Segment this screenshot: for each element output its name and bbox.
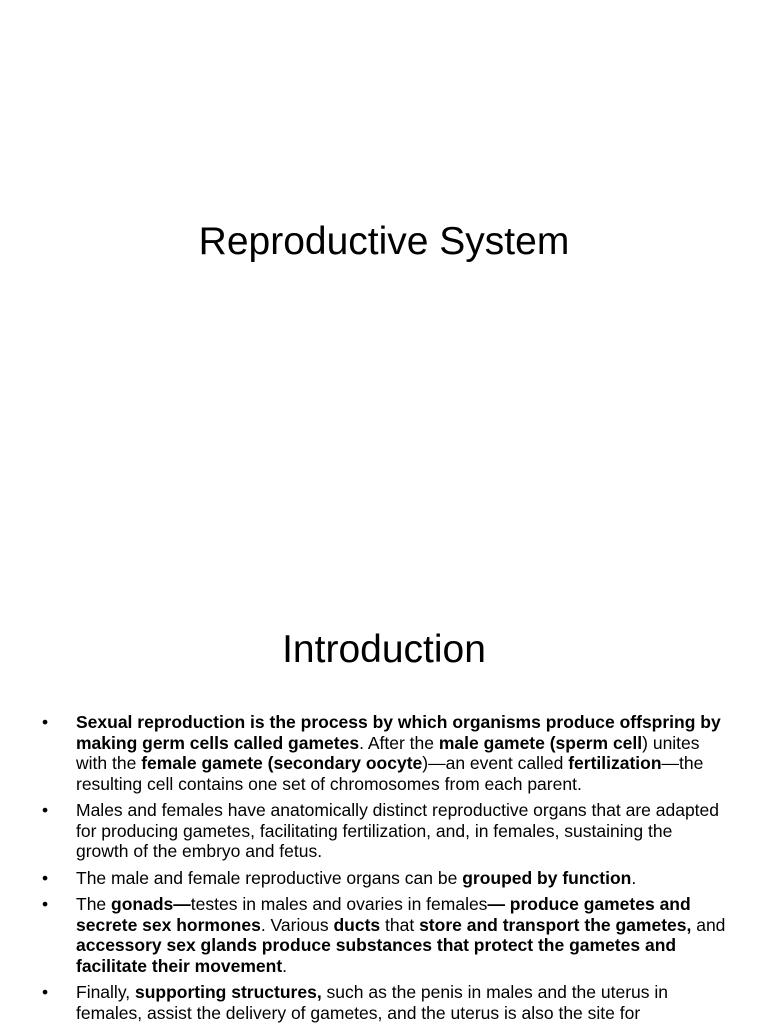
- slide-title: Introduction: [282, 628, 486, 671]
- body-text: Finally,: [76, 982, 135, 1002]
- body-text: and: [691, 914, 726, 935]
- bullet-marker: •: [42, 867, 49, 888]
- bold-text: grouped by function: [462, 867, 632, 888]
- bold-text: fertilization: [568, 753, 662, 773]
- bold-text: Sexual reproduction is the process by which organisms produce offspring by making germ cells called gametes: [76, 712, 721, 753]
- bullet-item: [42, 982, 726, 1023]
- body-text: . After the: [359, 732, 439, 753]
- body-text: )—an event called: [422, 753, 569, 773]
- body-text: that: [380, 914, 420, 935]
- bullet-item: [42, 712, 726, 794]
- bullet-item: [42, 894, 726, 976]
- body-text: .: [631, 867, 637, 888]
- body-text: Males and females have anatomically distinct reproductive organs that are adapted for producing gametes, facilitating fertilization, and, in females, sustaining the growth of the embryo and fetus.: [76, 800, 720, 861]
- bullet-marker: •: [42, 982, 49, 1002]
- bold-text: male gamete (sperm cell: [438, 732, 643, 753]
- body-text: such as the penis in males and the uterus in females, assist the delivery of gametes, and the uterus is also the site for: [76, 982, 669, 1023]
- bullet-item: [42, 868, 726, 889]
- bullet-marker: •: [42, 800, 49, 820]
- bullet-marker: •: [42, 894, 49, 914]
- bold-text: ducts: [333, 914, 381, 935]
- bullet-item: [42, 800, 726, 862]
- bold-text: store and transport the gametes,: [419, 914, 692, 935]
- body-text: . Various: [260, 914, 334, 935]
- bold-text: gonads—: [111, 894, 191, 914]
- bullet-list: [42, 712, 726, 1024]
- body-text: ) unites with the: [76, 732, 700, 773]
- bold-text: female gamete (secondary oocyte: [141, 753, 423, 773]
- body-text: .: [282, 955, 288, 976]
- body-text: The: [76, 894, 112, 914]
- bold-text: accessory sex glands produce substances that protect the gametes and facilitate their movement: [76, 935, 677, 976]
- slide-title: Reproductive System: [198, 220, 570, 263]
- introduction-slide: [0, 576, 768, 1024]
- bold-text: supporting structures,: [135, 982, 322, 1002]
- body-text: testes in males and ovaries in females: [190, 894, 488, 914]
- body-text: —the resulting cell contains one set of chromosomes from each parent.: [76, 753, 704, 794]
- body-text: The male and female reproductive organs can be: [76, 867, 463, 888]
- bullet-marker: •: [42, 712, 49, 732]
- bold-text: — produce gametes and secrete sex hormones: [76, 894, 691, 935]
